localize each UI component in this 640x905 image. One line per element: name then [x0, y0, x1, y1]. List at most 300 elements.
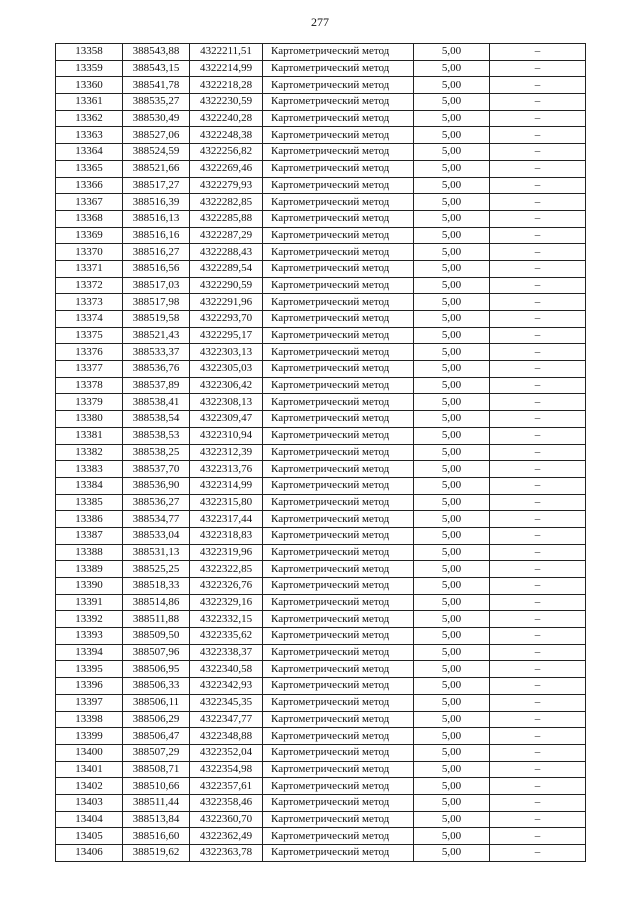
- x-coordinate-cell: 388516,56: [123, 260, 190, 277]
- note-cell: –: [490, 411, 586, 428]
- coordinates-table: [55, 43, 586, 862]
- note-cell: –: [490, 260, 586, 277]
- note-cell: –: [490, 361, 586, 378]
- accuracy-cell: 5,00: [414, 578, 490, 595]
- method-cell: Картометрический метод: [263, 44, 414, 61]
- y-coordinate-cell: 4322313,76: [190, 461, 263, 478]
- accuracy-cell: 5,00: [414, 294, 490, 311]
- y-coordinate-cell: 4322305,03: [190, 361, 263, 378]
- table-row: [56, 794, 586, 811]
- table-row: [56, 644, 586, 661]
- point-number-cell: 13361: [56, 94, 123, 111]
- accuracy-cell: 5,00: [414, 77, 490, 94]
- y-coordinate-cell: 4322326,76: [190, 578, 263, 595]
- accuracy-cell: 5,00: [414, 44, 490, 61]
- y-coordinate-cell: 4322218,28: [190, 77, 263, 94]
- table-row: [56, 94, 586, 111]
- point-number-cell: 13371: [56, 260, 123, 277]
- x-coordinate-cell: 388513,84: [123, 811, 190, 828]
- method-cell: Картометрический метод: [263, 744, 414, 761]
- method-cell: Картометрический метод: [263, 194, 414, 211]
- x-coordinate-cell: 388514,86: [123, 594, 190, 611]
- note-cell: –: [490, 44, 586, 61]
- point-number-cell: 13401: [56, 761, 123, 778]
- x-coordinate-cell: 388525,25: [123, 561, 190, 578]
- note-cell: –: [490, 244, 586, 261]
- method-cell: Картометрический метод: [263, 711, 414, 728]
- x-coordinate-cell: 388534,77: [123, 511, 190, 528]
- x-coordinate-cell: 388533,37: [123, 344, 190, 361]
- x-coordinate-cell: 388506,29: [123, 711, 190, 728]
- y-coordinate-cell: 4322279,93: [190, 177, 263, 194]
- point-number-cell: 13380: [56, 411, 123, 428]
- table-row: [56, 661, 586, 678]
- y-coordinate-cell: 4322287,29: [190, 227, 263, 244]
- table-row: [56, 227, 586, 244]
- accuracy-cell: 5,00: [414, 678, 490, 695]
- method-cell: Картометрический метод: [263, 294, 414, 311]
- point-number-cell: 13368: [56, 210, 123, 227]
- x-coordinate-cell: 388517,98: [123, 294, 190, 311]
- accuracy-cell: 5,00: [414, 94, 490, 111]
- method-cell: Картометрический метод: [263, 594, 414, 611]
- point-number-cell: 13376: [56, 344, 123, 361]
- x-coordinate-cell: 388521,43: [123, 327, 190, 344]
- note-cell: –: [490, 77, 586, 94]
- note-cell: –: [490, 344, 586, 361]
- table-row: [56, 811, 586, 828]
- note-cell: –: [490, 611, 586, 628]
- x-coordinate-cell: 388507,29: [123, 744, 190, 761]
- table-row: [56, 60, 586, 77]
- accuracy-cell: 5,00: [414, 394, 490, 411]
- x-coordinate-cell: 388535,27: [123, 94, 190, 111]
- method-cell: Картометрический метод: [263, 845, 414, 862]
- point-number-cell: 13403: [56, 794, 123, 811]
- table-row: [56, 578, 586, 595]
- y-coordinate-cell: 4322269,46: [190, 160, 263, 177]
- table-row: [56, 144, 586, 161]
- note-cell: –: [490, 194, 586, 211]
- y-coordinate-cell: 4322315,80: [190, 494, 263, 511]
- x-coordinate-cell: 388516,13: [123, 210, 190, 227]
- point-number-cell: 13396: [56, 678, 123, 695]
- x-coordinate-cell: 388506,47: [123, 728, 190, 745]
- accuracy-cell: 5,00: [414, 494, 490, 511]
- x-coordinate-cell: 388511,88: [123, 611, 190, 628]
- y-coordinate-cell: 4322332,15: [190, 611, 263, 628]
- point-number-cell: 13406: [56, 845, 123, 862]
- note-cell: –: [490, 694, 586, 711]
- method-cell: Картометрический метод: [263, 527, 414, 544]
- note-cell: –: [490, 294, 586, 311]
- accuracy-cell: 5,00: [414, 694, 490, 711]
- note-cell: –: [490, 578, 586, 595]
- note-cell: –: [490, 127, 586, 144]
- method-cell: Картометрический метод: [263, 494, 414, 511]
- y-coordinate-cell: 4322240,28: [190, 110, 263, 127]
- accuracy-cell: 5,00: [414, 444, 490, 461]
- note-cell: –: [490, 828, 586, 845]
- note-cell: –: [490, 377, 586, 394]
- method-cell: Картометрический метод: [263, 260, 414, 277]
- y-coordinate-cell: 4322211,51: [190, 44, 263, 61]
- x-coordinate-cell: 388516,27: [123, 244, 190, 261]
- y-coordinate-cell: 4322354,98: [190, 761, 263, 778]
- method-cell: Картометрический метод: [263, 411, 414, 428]
- table-row: [56, 561, 586, 578]
- x-coordinate-cell: 388536,76: [123, 361, 190, 378]
- table-row: [56, 244, 586, 261]
- table-row: [56, 361, 586, 378]
- point-number-cell: 13399: [56, 728, 123, 745]
- y-coordinate-cell: 4322288,43: [190, 244, 263, 261]
- table-row: [56, 177, 586, 194]
- point-number-cell: 13360: [56, 77, 123, 94]
- x-coordinate-cell: 388516,60: [123, 828, 190, 845]
- x-coordinate-cell: 388538,53: [123, 427, 190, 444]
- point-number-cell: 13384: [56, 477, 123, 494]
- note-cell: –: [490, 60, 586, 77]
- method-cell: Картометрический метод: [263, 544, 414, 561]
- point-number-cell: 13400: [56, 744, 123, 761]
- method-cell: Картометрический метод: [263, 427, 414, 444]
- accuracy-cell: 5,00: [414, 260, 490, 277]
- method-cell: Картометрический метод: [263, 361, 414, 378]
- method-cell: Картометрический метод: [263, 444, 414, 461]
- y-coordinate-cell: 4322358,46: [190, 794, 263, 811]
- x-coordinate-cell: 388531,13: [123, 544, 190, 561]
- table-row: [56, 394, 586, 411]
- table-row: [56, 377, 586, 394]
- note-cell: –: [490, 461, 586, 478]
- point-number-cell: 13392: [56, 611, 123, 628]
- point-number-cell: 13375: [56, 327, 123, 344]
- table-row: [56, 778, 586, 795]
- page-number: 277: [311, 15, 329, 29]
- method-cell: Картометрический метод: [263, 678, 414, 695]
- note-cell: –: [490, 427, 586, 444]
- x-coordinate-cell: 388507,96: [123, 644, 190, 661]
- accuracy-cell: 5,00: [414, 127, 490, 144]
- point-number-cell: 13394: [56, 644, 123, 661]
- accuracy-cell: 5,00: [414, 144, 490, 161]
- method-cell: Картометрический метод: [263, 778, 414, 795]
- x-coordinate-cell: 388543,15: [123, 60, 190, 77]
- point-number-cell: 13370: [56, 244, 123, 261]
- point-number-cell: 13373: [56, 294, 123, 311]
- accuracy-cell: 5,00: [414, 544, 490, 561]
- table-row: [56, 444, 586, 461]
- y-coordinate-cell: 4322317,44: [190, 511, 263, 528]
- point-number-cell: 13379: [56, 394, 123, 411]
- y-coordinate-cell: 4322363,78: [190, 845, 263, 862]
- method-cell: Картометрический метод: [263, 60, 414, 77]
- x-coordinate-cell: 388538,25: [123, 444, 190, 461]
- note-cell: –: [490, 678, 586, 695]
- method-cell: Картометрический метод: [263, 394, 414, 411]
- note-cell: –: [490, 544, 586, 561]
- accuracy-cell: 5,00: [414, 628, 490, 645]
- point-number-cell: 13367: [56, 194, 123, 211]
- x-coordinate-cell: 388538,41: [123, 394, 190, 411]
- note-cell: –: [490, 811, 586, 828]
- y-coordinate-cell: 4322362,49: [190, 828, 263, 845]
- method-cell: Картометрический метод: [263, 461, 414, 478]
- table-row: [56, 477, 586, 494]
- y-coordinate-cell: 4322329,16: [190, 594, 263, 611]
- y-coordinate-cell: 4322248,38: [190, 127, 263, 144]
- method-cell: Картометрический метод: [263, 611, 414, 628]
- point-number-cell: 13389: [56, 561, 123, 578]
- x-coordinate-cell: 388521,66: [123, 160, 190, 177]
- point-number-cell: 13387: [56, 527, 123, 544]
- y-coordinate-cell: 4322291,96: [190, 294, 263, 311]
- note-cell: –: [490, 794, 586, 811]
- x-coordinate-cell: 388510,66: [123, 778, 190, 795]
- method-cell: Картометрический метод: [263, 77, 414, 94]
- accuracy-cell: 5,00: [414, 311, 490, 328]
- x-coordinate-cell: 388517,03: [123, 277, 190, 294]
- accuracy-cell: 5,00: [414, 828, 490, 845]
- note-cell: –: [490, 711, 586, 728]
- coordinates-table-body: [56, 44, 586, 862]
- note-cell: –: [490, 728, 586, 745]
- table-row: [56, 711, 586, 728]
- x-coordinate-cell: 388533,04: [123, 527, 190, 544]
- x-coordinate-cell: 388537,89: [123, 377, 190, 394]
- method-cell: Картометрический метод: [263, 127, 414, 144]
- point-number-cell: 13395: [56, 661, 123, 678]
- note-cell: –: [490, 527, 586, 544]
- table-row: [56, 194, 586, 211]
- y-coordinate-cell: 4322214,99: [190, 60, 263, 77]
- method-cell: Картометрический метод: [263, 227, 414, 244]
- note-cell: –: [490, 311, 586, 328]
- note-cell: –: [490, 511, 586, 528]
- note-cell: –: [490, 594, 586, 611]
- method-cell: Картометрический метод: [263, 244, 414, 261]
- method-cell: Картометрический метод: [263, 694, 414, 711]
- x-coordinate-cell: 388516,39: [123, 194, 190, 211]
- accuracy-cell: 5,00: [414, 561, 490, 578]
- x-coordinate-cell: 388524,59: [123, 144, 190, 161]
- point-number-cell: 13369: [56, 227, 123, 244]
- x-coordinate-cell: 388530,49: [123, 110, 190, 127]
- x-coordinate-cell: 388509,50: [123, 628, 190, 645]
- y-coordinate-cell: 4322295,17: [190, 327, 263, 344]
- x-coordinate-cell: 388516,16: [123, 227, 190, 244]
- table-row: [56, 110, 586, 127]
- note-cell: –: [490, 778, 586, 795]
- x-coordinate-cell: 388527,06: [123, 127, 190, 144]
- table-row: [56, 160, 586, 177]
- table-row: [56, 544, 586, 561]
- table-row: [56, 260, 586, 277]
- accuracy-cell: 5,00: [414, 60, 490, 77]
- point-number-cell: 13385: [56, 494, 123, 511]
- accuracy-cell: 5,00: [414, 644, 490, 661]
- x-coordinate-cell: 388506,95: [123, 661, 190, 678]
- table-row: [56, 694, 586, 711]
- y-coordinate-cell: 4322303,13: [190, 344, 263, 361]
- accuracy-cell: 5,00: [414, 761, 490, 778]
- table-row: [56, 311, 586, 328]
- method-cell: Картометрический метод: [263, 110, 414, 127]
- table-row: [56, 628, 586, 645]
- method-cell: Картометрический метод: [263, 628, 414, 645]
- point-number-cell: 13359: [56, 60, 123, 77]
- y-coordinate-cell: 4322342,93: [190, 678, 263, 695]
- point-number-cell: 13362: [56, 110, 123, 127]
- accuracy-cell: 5,00: [414, 194, 490, 211]
- accuracy-cell: 5,00: [414, 277, 490, 294]
- point-number-cell: 13382: [56, 444, 123, 461]
- accuracy-cell: 5,00: [414, 327, 490, 344]
- accuracy-cell: 5,00: [414, 728, 490, 745]
- x-coordinate-cell: 388538,54: [123, 411, 190, 428]
- note-cell: –: [490, 444, 586, 461]
- x-coordinate-cell: 388506,11: [123, 694, 190, 711]
- note-cell: –: [490, 644, 586, 661]
- table-row: [56, 44, 586, 61]
- accuracy-cell: 5,00: [414, 110, 490, 127]
- table-row: [56, 427, 586, 444]
- table-row: [56, 527, 586, 544]
- accuracy-cell: 5,00: [414, 711, 490, 728]
- note-cell: –: [490, 761, 586, 778]
- point-number-cell: 13363: [56, 127, 123, 144]
- note-cell: –: [490, 561, 586, 578]
- method-cell: Картометрический метод: [263, 311, 414, 328]
- y-coordinate-cell: 4322285,88: [190, 210, 263, 227]
- y-coordinate-cell: 4322282,85: [190, 194, 263, 211]
- x-coordinate-cell: 388519,62: [123, 845, 190, 862]
- x-coordinate-cell: 388543,88: [123, 44, 190, 61]
- accuracy-cell: 5,00: [414, 778, 490, 795]
- point-number-cell: 13366: [56, 177, 123, 194]
- y-coordinate-cell: 4322352,04: [190, 744, 263, 761]
- point-number-cell: 13388: [56, 544, 123, 561]
- y-coordinate-cell: 4322348,88: [190, 728, 263, 745]
- y-coordinate-cell: 4322256,82: [190, 144, 263, 161]
- method-cell: Картометрический метод: [263, 644, 414, 661]
- accuracy-cell: 5,00: [414, 744, 490, 761]
- note-cell: –: [490, 210, 586, 227]
- y-coordinate-cell: 4322230,59: [190, 94, 263, 111]
- accuracy-cell: 5,00: [414, 794, 490, 811]
- table-row: [56, 594, 586, 611]
- y-coordinate-cell: 4322338,37: [190, 644, 263, 661]
- table-row: [56, 828, 586, 845]
- table-row: [56, 761, 586, 778]
- accuracy-cell: 5,00: [414, 611, 490, 628]
- point-number-cell: 13364: [56, 144, 123, 161]
- y-coordinate-cell: 4322314,99: [190, 477, 263, 494]
- point-number-cell: 13358: [56, 44, 123, 61]
- method-cell: Картометрический метод: [263, 811, 414, 828]
- accuracy-cell: 5,00: [414, 344, 490, 361]
- accuracy-cell: 5,00: [414, 427, 490, 444]
- table-row: [56, 277, 586, 294]
- note-cell: –: [490, 94, 586, 111]
- y-coordinate-cell: 4322289,54: [190, 260, 263, 277]
- y-coordinate-cell: 4322318,83: [190, 527, 263, 544]
- method-cell: Картометрический метод: [263, 761, 414, 778]
- accuracy-cell: 5,00: [414, 661, 490, 678]
- y-coordinate-cell: 4322345,35: [190, 694, 263, 711]
- point-number-cell: 13391: [56, 594, 123, 611]
- y-coordinate-cell: 4322340,58: [190, 661, 263, 678]
- accuracy-cell: 5,00: [414, 244, 490, 261]
- point-number-cell: 13404: [56, 811, 123, 828]
- method-cell: Картометрический метод: [263, 794, 414, 811]
- point-number-cell: 13398: [56, 711, 123, 728]
- point-number-cell: 13390: [56, 578, 123, 595]
- y-coordinate-cell: 4322309,47: [190, 411, 263, 428]
- method-cell: Картометрический метод: [263, 277, 414, 294]
- note-cell: –: [490, 327, 586, 344]
- accuracy-cell: 5,00: [414, 210, 490, 227]
- x-coordinate-cell: 388518,33: [123, 578, 190, 595]
- method-cell: Картометрический метод: [263, 144, 414, 161]
- method-cell: Картометрический метод: [263, 578, 414, 595]
- y-coordinate-cell: 4322319,96: [190, 544, 263, 561]
- y-coordinate-cell: 4322306,42: [190, 377, 263, 394]
- table-row: [56, 678, 586, 695]
- table-row: [56, 728, 586, 745]
- x-coordinate-cell: 388517,27: [123, 177, 190, 194]
- accuracy-cell: 5,00: [414, 845, 490, 862]
- x-coordinate-cell: 388537,70: [123, 461, 190, 478]
- point-number-cell: 13405: [56, 828, 123, 845]
- method-cell: Картометрический метод: [263, 477, 414, 494]
- table-row: [56, 327, 586, 344]
- accuracy-cell: 5,00: [414, 411, 490, 428]
- x-coordinate-cell: 388508,71: [123, 761, 190, 778]
- y-coordinate-cell: 4322293,70: [190, 311, 263, 328]
- note-cell: –: [490, 845, 586, 862]
- accuracy-cell: 5,00: [414, 594, 490, 611]
- table-row: [56, 77, 586, 94]
- accuracy-cell: 5,00: [414, 527, 490, 544]
- point-number-cell: 13374: [56, 311, 123, 328]
- y-coordinate-cell: 4322335,62: [190, 628, 263, 645]
- x-coordinate-cell: 388536,27: [123, 494, 190, 511]
- y-coordinate-cell: 4322312,39: [190, 444, 263, 461]
- method-cell: Картометрический метод: [263, 344, 414, 361]
- table-row: [56, 294, 586, 311]
- point-number-cell: 13386: [56, 511, 123, 528]
- accuracy-cell: 5,00: [414, 160, 490, 177]
- note-cell: –: [490, 110, 586, 127]
- note-cell: –: [490, 177, 586, 194]
- method-cell: Картометрический метод: [263, 661, 414, 678]
- y-coordinate-cell: 4322290,59: [190, 277, 263, 294]
- y-coordinate-cell: 4322347,77: [190, 711, 263, 728]
- y-coordinate-cell: 4322357,61: [190, 778, 263, 795]
- method-cell: Картометрический метод: [263, 94, 414, 111]
- table-row: [56, 344, 586, 361]
- method-cell: Картометрический метод: [263, 377, 414, 394]
- note-cell: –: [490, 160, 586, 177]
- note-cell: –: [490, 477, 586, 494]
- point-number-cell: 13393: [56, 628, 123, 645]
- table-row: [56, 411, 586, 428]
- method-cell: Картометрический метод: [263, 327, 414, 344]
- method-cell: Картометрический метод: [263, 728, 414, 745]
- point-number-cell: 13378: [56, 377, 123, 394]
